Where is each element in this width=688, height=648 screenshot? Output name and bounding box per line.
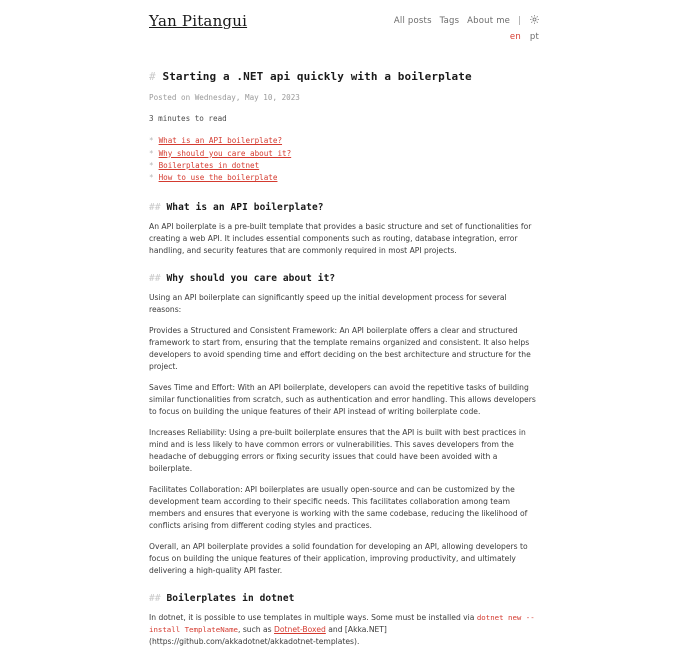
section-hash: ## — [149, 273, 161, 285]
section-heading-why-should-you-care — [149, 273, 539, 284]
post-title — [149, 70, 539, 84]
section-heading-what-is-an-api-boilerplate — [149, 202, 539, 213]
section-heading-boilerplates-in-dotnet — [149, 593, 539, 604]
paragraph-text-pre: In dotnet, it is possible to use templates in multiple ways. Some must be installed via — [149, 613, 477, 623]
lang-en[interactable]: en — [509, 32, 521, 42]
article — [149, 70, 539, 648]
list-item — [149, 148, 539, 160]
site-nav — [394, 12, 539, 42]
read-time: 3 minutes to read — [149, 114, 227, 124]
nav-primary-row — [394, 15, 539, 26]
paragraph: Saves Time and Effort: With an API boilerplate, developers can avoid the repetitive tasks of building similar functionalities from scratch, such as authentication and error handling. This allows developers to focus on building the unique features of their API instead of writing boilerplate code. — [149, 383, 536, 417]
section-hash: ## — [149, 593, 161, 605]
toc-bullet: * — [149, 160, 154, 170]
toc-link-how-to-use-the-boilerplate[interactable]: How to use the boilerplate — [158, 173, 278, 183]
paragraph: Provides a Structured and Consistent Framework: An API boilerplate offers a clear and structured framework to start from, ensuring that the template remains organized and consistent. It also helps developers to avoid spending time and effort deciding on the best architecture and structure for the project. — [149, 326, 531, 372]
nav-about-me[interactable]: About me — [467, 16, 511, 26]
paragraph: An API boilerplate is a pre-built template that provides a basic structure and set of functionalities for creating a web API. It includes essential components such as routing, database integration, error handling, and security features that are commonly required in most API projects. — [149, 222, 532, 256]
list-item — [149, 172, 539, 184]
nav-tags[interactable]: Tags — [439, 16, 460, 26]
toc-bullet: * — [149, 173, 154, 183]
paragraph: Using an API boilerplate can significantly speed up the initial development process for several reasons: — [149, 293, 507, 315]
section-heading-text: Why should you care about it? — [166, 273, 336, 285]
toc-link-why-should-you-care[interactable]: Why should you care about it? — [158, 148, 292, 158]
table-of-contents — [149, 135, 539, 184]
paragraph: Increases Reliability: Using a pre-built boilerplate ensures that the API is built with best practices in mind and is less likely to have common errors or vulnerabilities. This saves developers from the headache of debugging errors or fixing security issues that could have been avoided with a boilerplate. — [149, 428, 526, 474]
list-item — [149, 135, 539, 147]
nav-all-posts[interactable]: All posts — [393, 16, 432, 26]
link-dotnet-boxed[interactable]: Dotnet-Boxed — [274, 625, 326, 635]
site-title[interactable]: Yan Pitangui — [149, 12, 248, 30]
toc-link-boilerplates-in-dotnet[interactable]: Boilerplates in dotnet — [158, 160, 260, 170]
lang-pt[interactable]: pt — [529, 32, 539, 42]
inline-code-dotnet-install: dotnet new --install TemplateName — [149, 613, 535, 635]
paragraph: Overall, an API boilerplate provides a solid foundation for developing an API, allowing developers to focus on building the unique features of their application, improving productivity, and ultimately delivering a high-quality API faster. — [149, 542, 528, 576]
list-item — [149, 160, 539, 172]
content-column — [149, 0, 539, 648]
paragraph-text-post: and [Akka.NET](https://github.com/akkadotnet/akkadotnet-templates). — [149, 625, 387, 647]
toc-bullet: * — [149, 136, 154, 146]
toc-bullet: * — [149, 148, 154, 158]
nav-language-row — [394, 32, 539, 42]
paragraph: Facilitates Collaboration: API boilerplates are usually open-source and can be customized by the development team according to their specific needs. This facilitates collaboration among team members and ensures that everyone is working with the same codebase, reducing the likelihood of conflicts arising from different coding styles and practices. — [149, 485, 528, 531]
section-hash: ## — [149, 202, 161, 214]
sun-icon[interactable] — [530, 15, 539, 24]
nav-separator: | — [518, 16, 522, 26]
paragraph-text-mid: , such as — [238, 625, 275, 635]
post-title-text: Starting a .NET api quickly with a boilerplate — [162, 70, 472, 83]
post-date: Posted on Wednesday, May 10, 2023 — [149, 93, 300, 103]
toc-link-what-is-an-api-boilerplate[interactable]: What is an API boilerplate? — [158, 136, 283, 146]
post-title-hash: # — [149, 70, 156, 83]
site-header — [149, 6, 539, 42]
section-heading-text: What is an API boilerplate? — [166, 202, 324, 214]
paragraph-with-code — [149, 612, 539, 648]
section-heading-text: Boilerplates in dotnet — [166, 593, 295, 605]
